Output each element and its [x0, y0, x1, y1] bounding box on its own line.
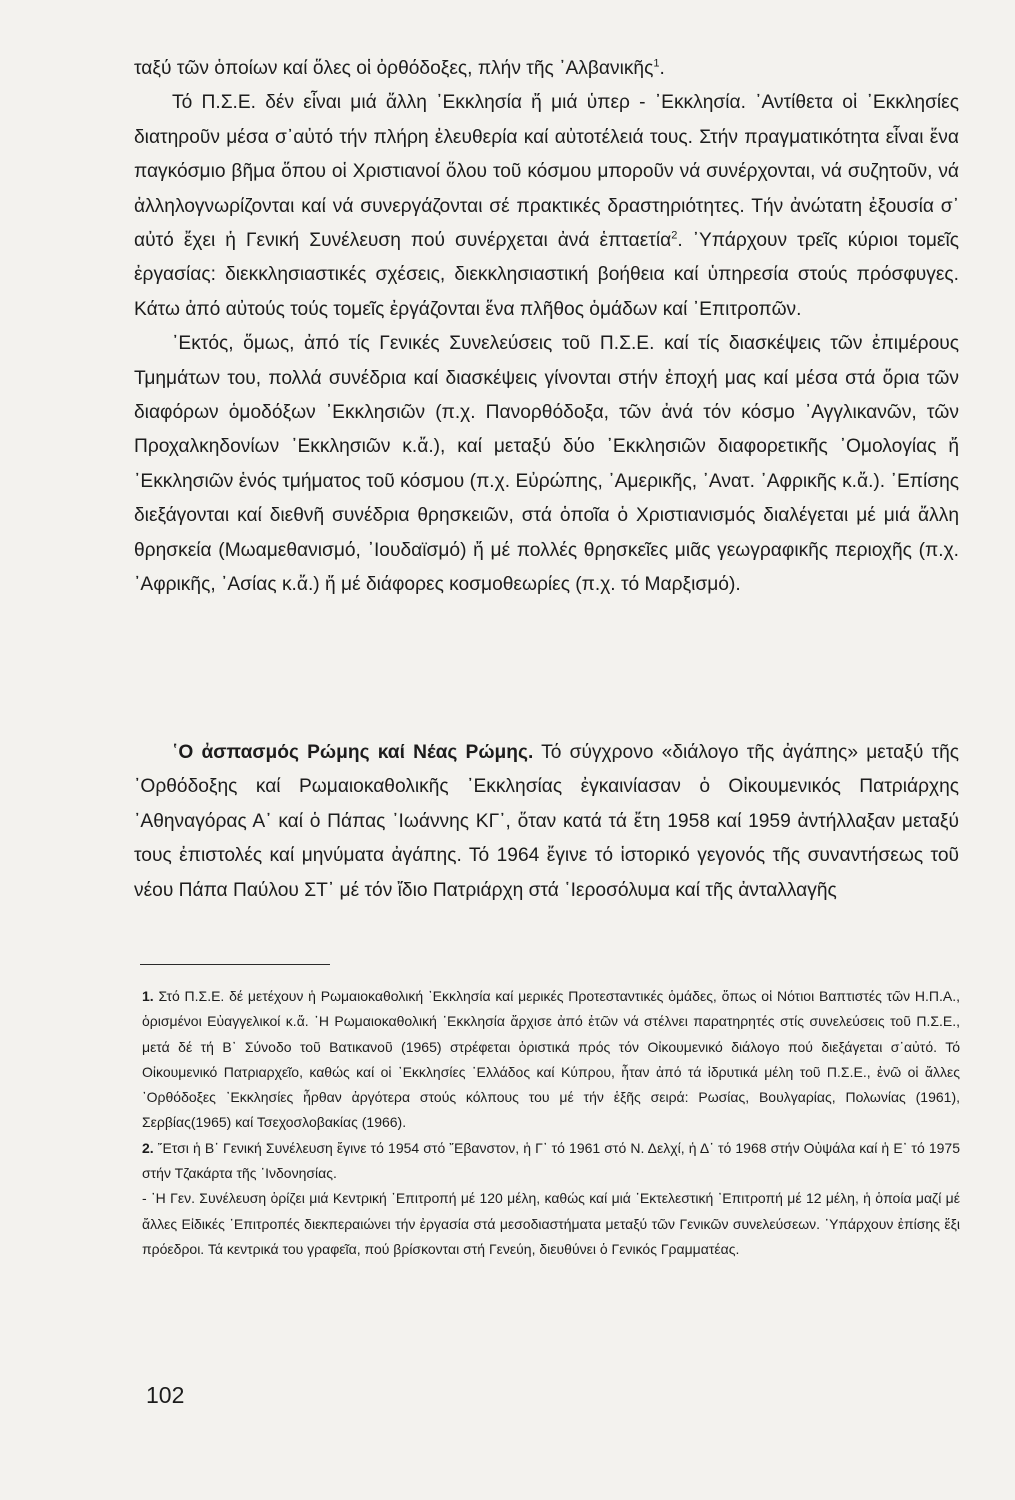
- main-text: [134, 52, 959, 603]
- section-heading: ῾Ο ἀσπασμός Ρώμης καί Νέας Ρώμης.: [172, 742, 534, 763]
- footnote-2-continued: - ῾Η Γεν. Συνέλευση ὁρίζει μιά Κεντρική ᾿Επιτροπή μέ 120 μέλη, καθώς καί μιά ᾿Εκτελεστική ᾿Επιτροπή μέ 12 μέλη, ἡ ὁποία μαζί μέ ἄλλες Εἰδικές ᾿Επιτροπές διεκπεραιώνει τήν ἐργασία στά μεσοδιαστήματα μεταξύ τῶν Γενικῶν συνελεύσεων. ᾿Υπάρχουν ἐπίσης ἕξι πρόεδροι. Τά κεντρικά του γραφεῖα, πού βρίσκονται στή Γενεύη, διευθύνει ὁ Γενικός Γραμματέας.: [142, 1190, 960, 1257]
- paragraph-1: ταξύ τῶν ὁποίων καί ὅλες οἱ ὀρθόδοξες, πλήν τῆς ᾿Αλβανικῆς$^1$.: [134, 57, 665, 79]
- paragraph-2: Τό Π.Σ.Ε. δέν εἶναι μιά ἄλλη ᾿Εκκλησία ἤ μιά ὑπερ - ᾿Εκκλησία. ᾿Αντίθετα οἱ ᾿Εκκλησίες διατηροῦν μέσα σ᾿αὐτό τήν πλήρη ἐλευθερία καί αὐτοτέλειά τους. Στήν πραγματικότητα εἶναι ἕνα παγκόσμιο βῆμα ὅπου οἱ Χριστιανοί ὅλου τοῦ κόσμου μποροῦν νά συνέρχονται, νά συζητοῦν, νά ἀλληλογνωρίζονται καί νά συνεργάζονται σέ πρακτικές δραστηριότητες. Τήν ἀνώτατη ἐξουσία σ᾿ αὐτό ἔχει ἡ Γενική Συνέλευση πού συνέρχεται ἀνά ἑπταετία$^2$. ᾿Υπάρχουν τρεῖς κύριοι τομεῖς ἐργασίας: διεκκλησιαστικές σχέσεις, διεκκλησιαστική βοήθεια καί ὑπηρεσία στούς πρόσφυγες. Κάτω ἀπό αὐτούς τούς τομεῖς ἐργάζονται ἕνα πλῆθος ὁμάδων καί ᾿Επιτροπῶν.: [134, 92, 959, 320]
- footnote-ref-1: 1: [653, 57, 660, 70]
- section-paragraph: ῾Ο ἀσπασμός Ρώμης καί Νέας Ρώμης. Τό σύγχρονο «διάλογο τῆς ἀγάπης» μεταξύ τῆς ᾿Ορθόδοξης καί Ρωμαιοκαθολικῆς ᾿Εκκλησίας ἐγκαινίασαν ὁ Οἰκουμενικός Πατριάρχης ᾿Αθηναγόρας Α᾿ καί ὁ Πάπας ᾿Ιωάννης ΚΓ᾿, ὅταν κατά τά ἔτη 1958 καί 1959 ἀντήλλαξαν μεταξύ τους ἐπιστολές καί μηνύματα ἀγάπης. Τό 1964 ἔγινε τό ἱστορικό γεγονός τῆς συναντήσεως τοῦ νέου Πάπα Παύλου ΣΤ᾿ μέ τόν ἴδιο Πατριάρχη στά ῾Ιεροσόλυμα καί τῆς ἀνταλλαγῆς: [134, 742, 959, 901]
- footnotes: [142, 984, 960, 1262]
- footnote-divider: [140, 964, 330, 965]
- paragraph-3: ᾿Εκτός, ὅμως, ἀπό τίς Γενικές Συνελεύσεις τοῦ Π.Σ.Ε. καί τίς διασκέψεις τῶν ἐπιμέρους Τμημάτων του, πολλά συνέδρια καί διασκέψεις γίνονται στήν ἐποχή μας καί μέσα στά ὅρια τῶν διαφόρων ὁμοδόξων ᾿Εκκλησιῶν (π.χ. Πανορθόδοξα, τῶν ἀνά τόν κόσμο ᾿Αγγλικανῶν, τῶν Προχαλκηδονίων ᾿Εκκλησιῶν κ.ἄ.), καί μεταξύ δύο ᾿Εκκλησιῶν διαφορετικῆς ᾿Ομολογίας ἤ ᾿Εκκλησιῶν ἑνός τμήματος τοῦ κόσμου (π.χ. Εὐρώπης, ᾿Αμερικῆς, ᾿Ανατ. ᾿Αφρικῆς κ.ἄ.). ᾿Επίσης διεξάγονται καί διεθνῆ συνέδρια θρησκειῶν, στά ὁποῖα ὁ Χριστιανισμός διαλέγεται μέ μιά ἄλλη θρησκεία (Μωαμεθανισμό, ᾿Ιουδαϊσμό) ἤ μέ πολλές θρησκεῖες μιᾶς γεωγραφικῆς περιοχῆς (π.χ. ᾿Αφρικῆς, ᾿Ασίας κ.ἄ.) ἤ μέ διάφορες κοσμοθεωρίες (π.χ. τό Μαρξισμό).: [134, 333, 959, 596]
- footnote-ref-2: 2: [671, 229, 678, 242]
- page-number: 102: [146, 1382, 185, 1408]
- section-aspasmos: [134, 736, 959, 908]
- footnote-2: 2. ῎Ετσι ἡ Β᾿ Γενική Συνέλευση ἔγινε τό 1954 στό ῎Εβανστον, ἡ Γ᾿ τό 1961 στό Ν. Δελχί, ἡ Δ᾿ τό 1968 στήν Οὐψάλα καί ἡ Ε᾿ τό 1975 στήν Τζακάρτα τῆς ᾿Ινδονησίας.: [142, 1139, 960, 1182]
- footnote-1: 1. Στό Π.Σ.Ε. δέ μετέχουν ἡ Ρωμαιοκαθολική ᾿Εκκλησία καί μερικές Προτεσταντικές ὁμάδες, ὅπως οἱ Νότιοι Βαπτιστές τῶν Η.Π.Α., ὁρισμένοι Εὐαγγελικοί κ.ἄ. ῾Η Ρωμαιοκαθολική ᾿Εκκλησία ἄρχισε ἀπό ἐτῶν νά στέλνει παρατηρητές στίς συνελεύσεις τοῦ Π.Σ.Ε., μετά δέ τή Β᾿ Σύνοδο τοῦ Βατικανοῦ (1965) στρέφεται ὁριστικά πρός τόν Οἰκουμενικό διάλογο πού διεξάγεται σ᾿αὐτό. Τό Οἰκουμενικό Πατριαρχεῖο, καθώς καί οἱ ᾿Εκκλησίες ῾Ελλάδος καί Κύπρου, ἦταν ἀπό τά ἱδρυτικά μέλη τοῦ Π.Σ.Ε., ἐνῶ οἱ ἄλλες ᾿Ορθόδοξες ᾿Εκκλησίες ἦρθαν ἀργότερα στούς κόλπους του μέ τήν ἑξῆς σειρά: Ρωσίας, Βουλγαρίας, Πολωνίας (1961), Σερβίας(1965) καί Τσεχοσλοβακίας (1966).: [142, 988, 960, 1131]
